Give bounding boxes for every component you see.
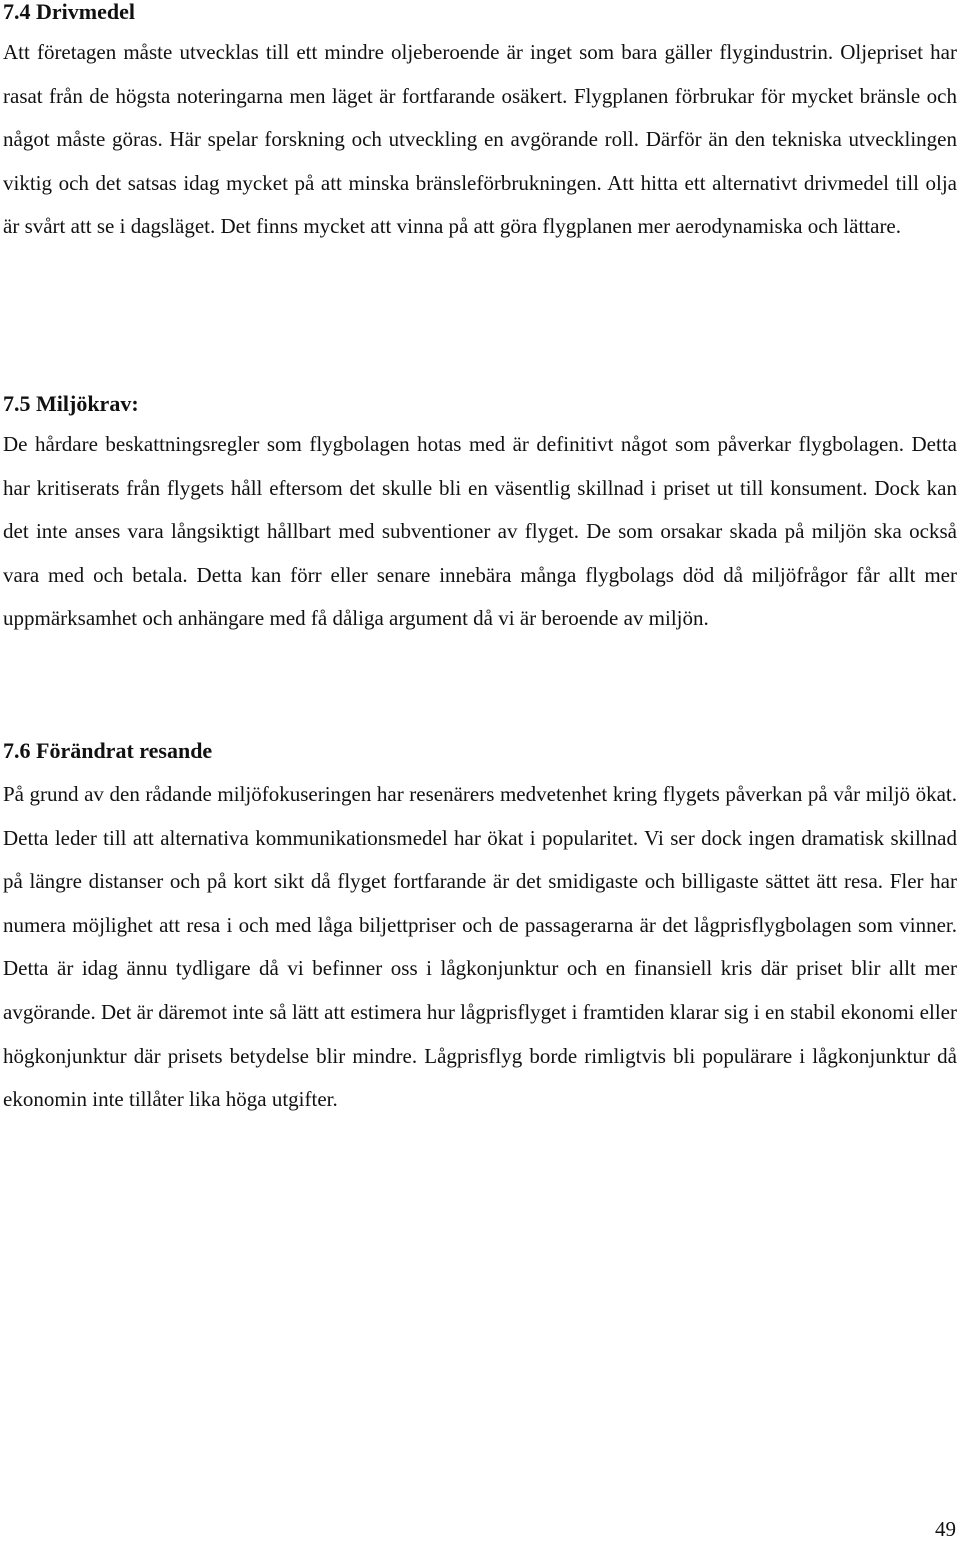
section-heading-drivmedel: 7.4 Drivmedel <box>3 0 135 24</box>
section-heading-forandrat-resande: 7.6 Förändrat resande <box>3 738 213 763</box>
page-number: 49 <box>935 1517 956 1541</box>
section-body-miljokrav: De hårdare beskattningsregler som flygbolagen hotas med är definitivt något som påverkar flygbolagen. Detta har kritiserats från flygets håll eftersom det skulle bli en väsentlig skillnad i priset ut till konsument. Dock kan det inte anses vara långsiktigt hållbart med subventioner av flyget. De som orsakar skada på miljön ska också vara med och betala. Detta kan förr eller senare innebära många flygbolags död då miljöfrågor får allt mer uppmärksamhet och anhängare med få dåliga argument då vi är beroende av miljön. <box>3 432 957 631</box>
section-body-drivmedel: Att företagen måste utvecklas till ett mindre oljeberoende är inget som bara gäller flygindustrin. Oljepriset har rasat från de högsta noteringarna men läget är fortfarande osäkert. Flygplanen förbrukar för mycket bränsle och något måste göras. Här spelar forskning och utveckling en avgörande roll. Därför än den tekniska utvecklingen viktig och det satsas idag mycket på att minska bränsleförbrukningen. Att hitta ett alternativt drivmedel till olja är svårt att se i dagsläget. Det finns mycket att vinna på att göra flygplanen mer aerodynamiska och lättare. <box>3 40 957 239</box>
section-body-forandrat-resande: På grund av den rådande miljöfokuseringen har resenärers medvetenhet kring flygets påverkan på vår miljö ökat. Detta leder till att alternativa kommunikationsmedel har ökat i popularitet. Vi ser dock ingen dramatisk skillnad på längre distanser och på kort sikt då flyget fortfarande är det smidigaste och billigaste sättet ätt resa. Fler har numera möjlighet att resa i och med låga biljettpriser och de passagerarna är det lågprisflygbolagen som vinner. Detta är idag ännu tydligare då vi befinner oss i lågkonjunktur och en finansiell kris där priset blir allt mer avgörande. Det är däremot inte så lätt att estimera hur lågprisflyget i framtiden klarar sig i en stabil ekonomi eller högkonjunktur där prisets betydelse blir mindre. Lågprisflyg borde rimligtvis bli populärare i lågkonjunktur då ekonomin inte tillåter lika höga utgifter. <box>3 782 957 1112</box>
section-heading-miljokrav: 7.5 Miljökrav: <box>3 391 139 416</box>
